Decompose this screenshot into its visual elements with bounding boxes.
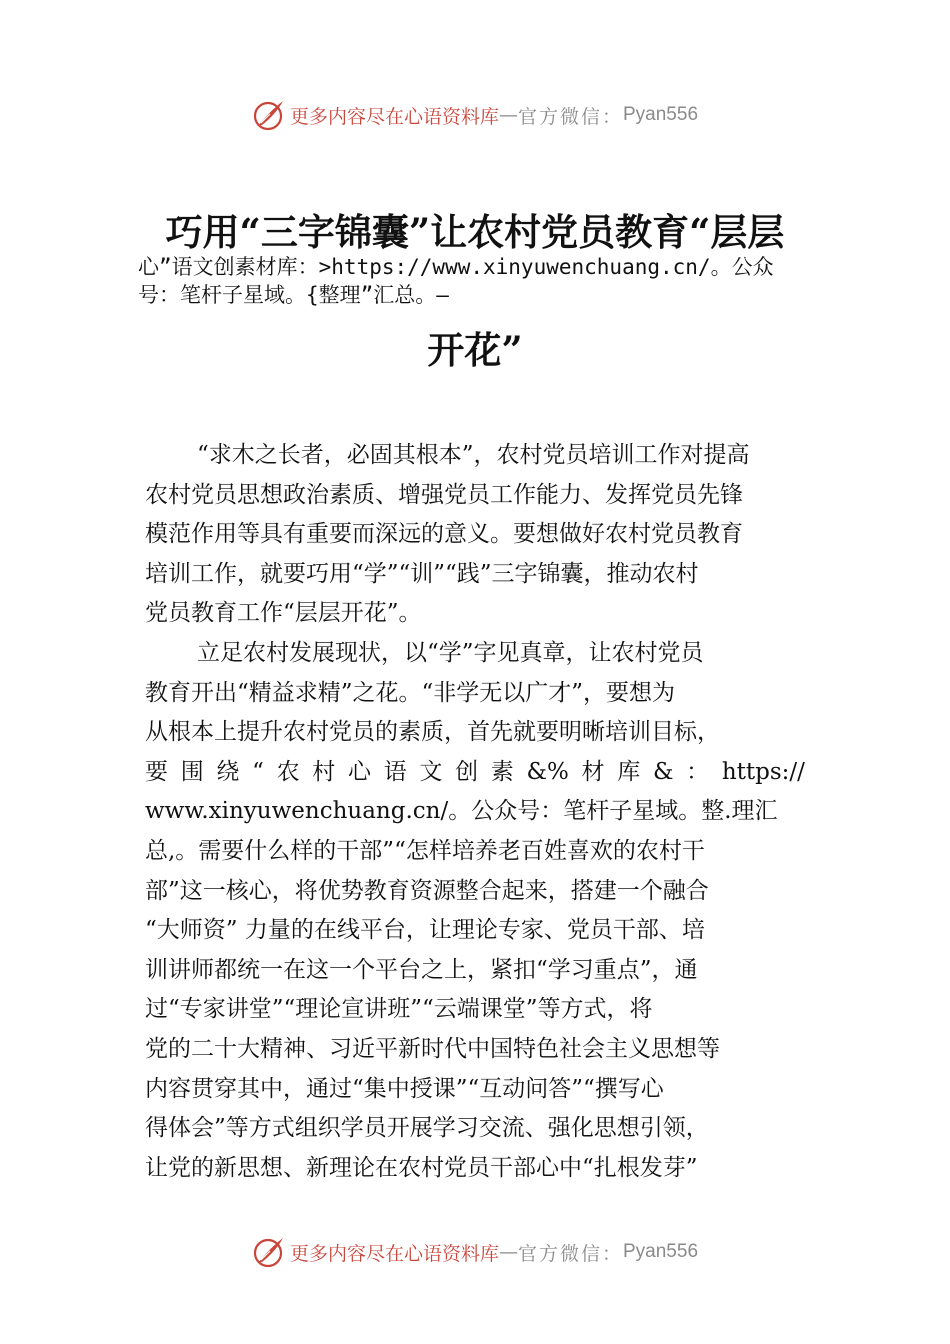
spread-token: 库 xyxy=(617,758,641,785)
paragraph-line: 得体会”等方式组织学员开展学习交流、强化思想引领， xyxy=(145,1115,709,1142)
banner-wechat-label: 官方微信： xyxy=(517,105,623,128)
spread-token: 文 xyxy=(419,758,443,785)
paragraph-line: 让党的新思想、新理论在农村党员干部心中“扎根发芽” xyxy=(145,1154,698,1181)
banner-account: Pyan556 xyxy=(623,104,699,125)
paragraph-line: 部”这一核心，将优势教育资源整合起来，搭建一个融合 xyxy=(145,877,709,904)
spread-token: 素 xyxy=(490,758,514,785)
body-text xyxy=(145,436,805,1188)
paragraph-line: “求木之长者，必固其根本”，农村党员培训工作对提高 xyxy=(197,442,750,468)
paragraph-line: 党的二十大精神、习近平新时代中国特色社会主义思想等 xyxy=(145,1035,720,1062)
spread-token: &% xyxy=(526,758,569,785)
paragraph-line: 培训工作，就要巧用“学”“训”“践”三字锦囊，推动农村 xyxy=(145,560,699,587)
spread-token: “ xyxy=(252,758,264,785)
paragraph-line: 模范作用等具有重要而深远的意义。要想做好农村党员教育 xyxy=(145,521,743,548)
spread-token: 创 xyxy=(455,758,479,785)
spread-token: 围 xyxy=(180,758,204,785)
watermark-overlay-line-1: 心”语文创素材库：>https://www.xinyuwenchuang.cn/。公众 xyxy=(138,255,774,279)
header-banner xyxy=(0,95,950,135)
paragraph-line: 教育开出“精益求精”之花。“非学无以广才”，要想为 xyxy=(145,679,676,706)
paragraph-line-spread xyxy=(145,753,805,793)
banner-account: Pyan556 xyxy=(623,1241,699,1262)
spread-token: 材 xyxy=(581,758,605,785)
footer-banner xyxy=(0,1232,950,1272)
paragraph-line: www.xinyuwenchuang.cn/。公众号：笔杆子星域。整.理汇 xyxy=(145,798,778,825)
banner-wechat-label: 官方微信： xyxy=(517,1242,623,1265)
paragraph-line: 农村党员思想政治素质、增强党员工作能力、发挥党员先锋 xyxy=(145,481,743,508)
banner-brand: 更多内容尽在心语资料库 xyxy=(289,1242,499,1265)
paragraph-line: 党员教育工作“层层开花”。 xyxy=(145,600,422,627)
banner-dash: — xyxy=(498,104,518,126)
spread-token: 农 xyxy=(276,758,300,785)
watermark-overlay-line-2: 号：笔杆子星域。{整理”汇总。— xyxy=(138,283,449,307)
spread-token: 要 xyxy=(145,758,168,785)
quill-logo-icon xyxy=(252,1235,286,1269)
spread-token: 绕 xyxy=(216,758,240,785)
spread-token: ： xyxy=(686,758,710,785)
title-line-1: 巧用“三字锦囊”让农村党员教育“层层 xyxy=(165,210,785,254)
banner-dash: — xyxy=(498,1241,518,1263)
spread-token: 村 xyxy=(312,758,336,785)
quill-logo-icon xyxy=(252,98,286,132)
banner-brand: 更多内容尽在心语资料库 xyxy=(289,105,499,128)
spread-token: & xyxy=(652,758,674,785)
spread-token: 语 xyxy=(383,758,407,785)
paragraph-line: 训讲师都统一在这一个平台之上，紧扣“学习重点”，通 xyxy=(145,956,698,983)
title-line-2: 开花” xyxy=(427,328,523,372)
spread-token: https:// xyxy=(721,758,805,785)
paragraph-line: 立足农村发展现状，以“学”字见真章，让农村党员 xyxy=(197,639,704,666)
paragraph-line: 总,。需要什么样的干部”“怎样培养老百姓喜欢的农村干 xyxy=(145,837,705,864)
paragraph-line: 内容贯穿其中，通过“集中授课”“互动问答”“撰写心 xyxy=(145,1075,664,1102)
spread-token: 心 xyxy=(347,758,371,785)
paragraph-line: “大师资” 力量的在线平台，让理论专家、党员干部、培 xyxy=(145,917,705,944)
paragraph-line: 过“专家讲堂”“理论宣讲班”“云端课堂”等方式，将 xyxy=(145,996,653,1023)
paragraph-line: 从根本上提升农村党员的素质，首先就要明晰培训目标， xyxy=(145,719,720,746)
